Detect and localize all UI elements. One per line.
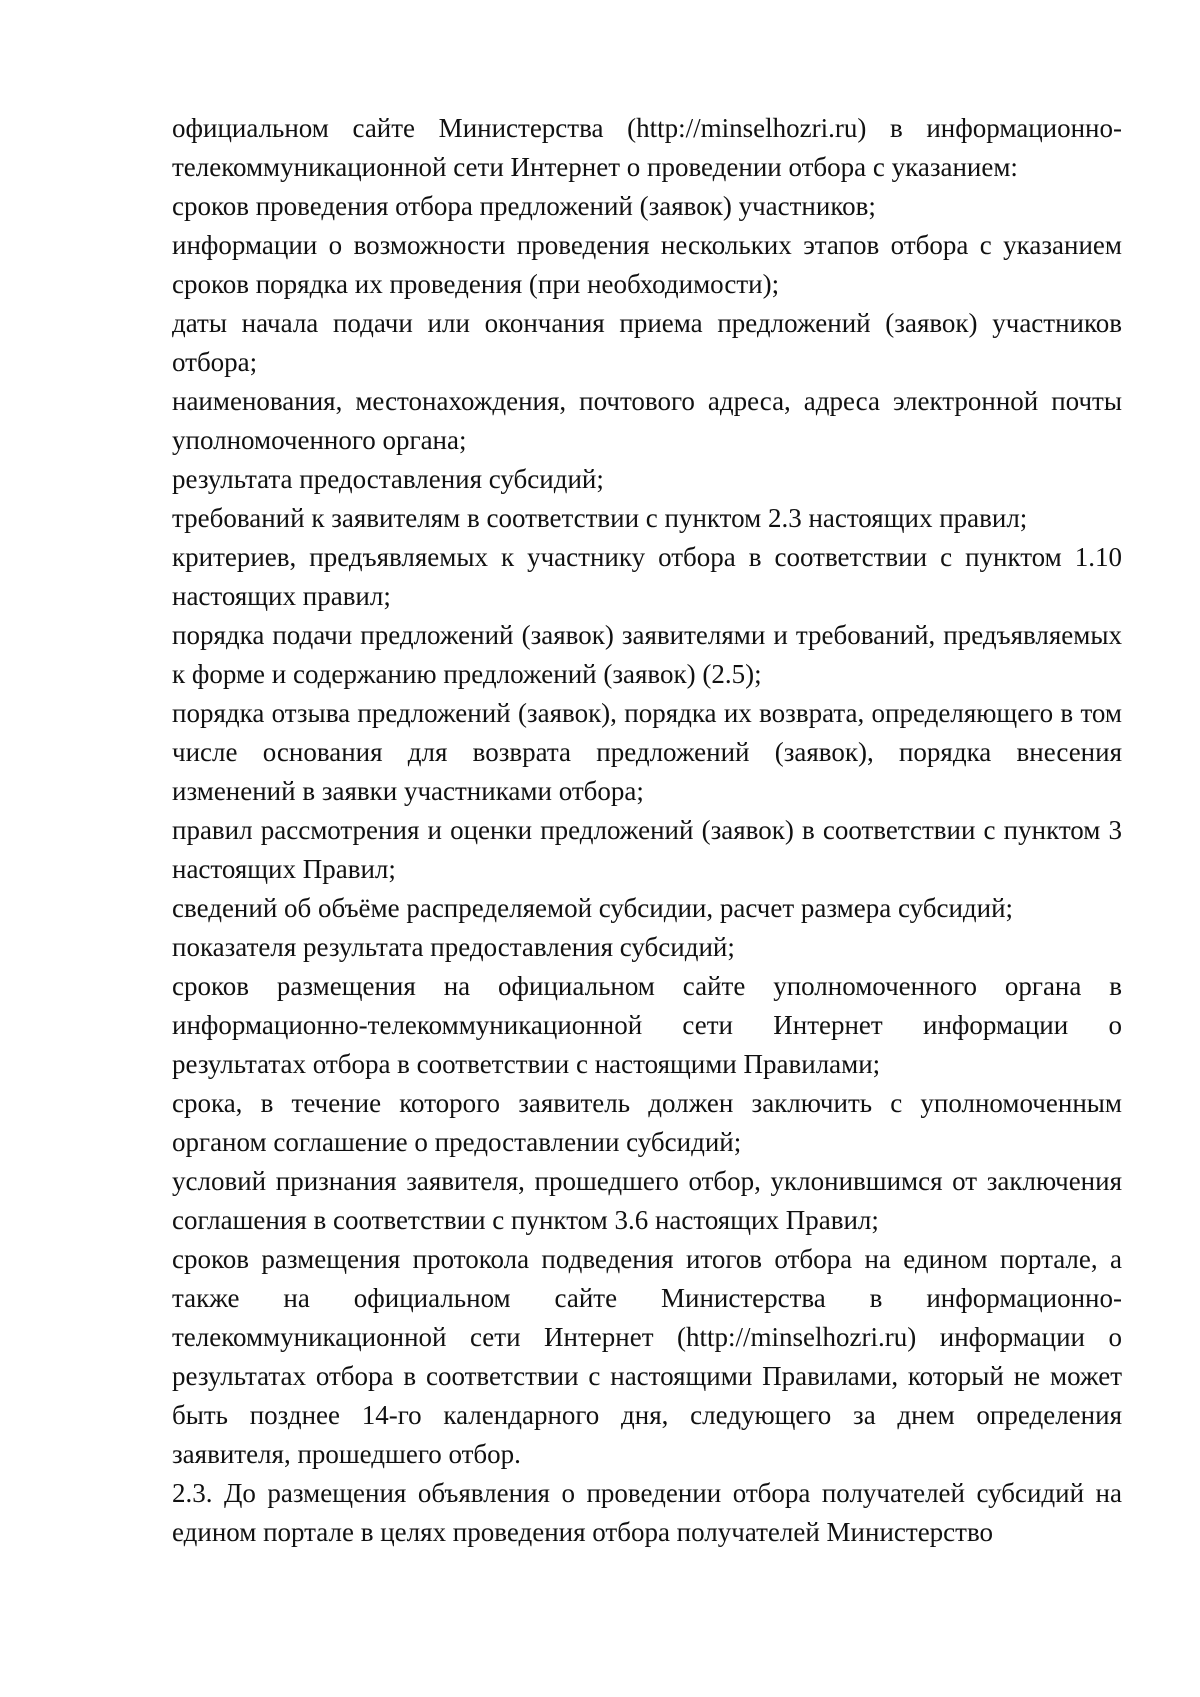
document-page [172,109,1122,1552]
paragraph-selection-terms: сроков проведения отбора предложений (заявок) участников; [172,191,876,221]
paragraph-evasion-conditions: условий признания заявителя, прошедшего отбор, уклонившимся от заключения соглашения в соответствии с пунктом 3.6 настоящих Правил; [172,1166,1122,1235]
paragraph-authority-contacts: наименования, местонахождения, почтового адреса, адреса электронной почты уполномоченного органа; [172,386,1122,455]
paragraph-results-publication: сроков размещения на официальном сайте уполномоченного органа в информационно-телекоммуникационной сети Интернет информации о результатах отбора в соответствии с настоящими Правилами; [172,971,1122,1079]
paragraph-selection-stages: информации о возможности проведения нескольких этапов отбора с указанием сроков порядка их проведения (при необходимости); [172,230,1122,299]
paragraph-review-rules: правил рассмотрения и оценки предложений (заявок) в соответствии с пунктом 3 настоящих Правил; [172,815,1122,884]
paragraph-protocol-publication: сроков размещения протокола подведения итогов отбора на едином портале, а также на официальном сайте Министерства в информационно-телекоммуникационной сети Интернет (http://minselhozri.ru) информации о результатах отбора в соответствии с настоящими Правилами, который не может быть позднее 14-го календарного дня, следующего за днем определения заявителя, прошедшего отбор. [172,1244,1122,1469]
paragraph-subsidy-result: результата предоставления субсидий; [172,464,604,494]
paragraph-announcement-intro: официальном сайте Министерства (http://minselhozri.ru) в информационно-телекоммуникационной сети Интернет о проведении отбора с указанием: [172,113,1122,182]
paragraph-section-2-3: 2.3. До размещения объявления о проведении отбора получателей субсидий на едином портале в целях проведения отбора получателей Министерство [172,1478,1122,1547]
paragraph-participant-criteria: критериев, предъявляемых к участнику отбора в соответствии с пунктом 1.10 настоящих правил; [172,542,1122,611]
paragraph-submission-dates: даты начала подачи или окончания приема предложений (заявок) участников отбора; [172,308,1122,377]
paragraph-subsidy-volume: сведений об объёме распределяемой субсидии, расчет размера субсидий; [172,893,1014,923]
paragraph-agreement-deadline: срока, в течение которого заявитель должен заключить с уполномоченным органом соглашение о предоставлении субсидий; [172,1088,1122,1157]
paragraph-result-indicator: показателя результата предоставления субсидий; [172,932,735,962]
paragraph-submission-procedure: порядка подачи предложений (заявок) заявителями и требований, предъявляемых к форме и содержанию предложений (заявок) (2.5); [172,620,1122,689]
paragraph-applicant-requirements: требований к заявителям в соответствии с пунктом 2.3 настоящих правил; [172,503,1028,533]
paragraph-withdrawal-procedure: порядка отзыва предложений (заявок), порядка их возврата, определяющего в том числе основания для возврата предложений (заявок), порядка внесения изменений в заявки участниками отбора; [172,698,1122,806]
